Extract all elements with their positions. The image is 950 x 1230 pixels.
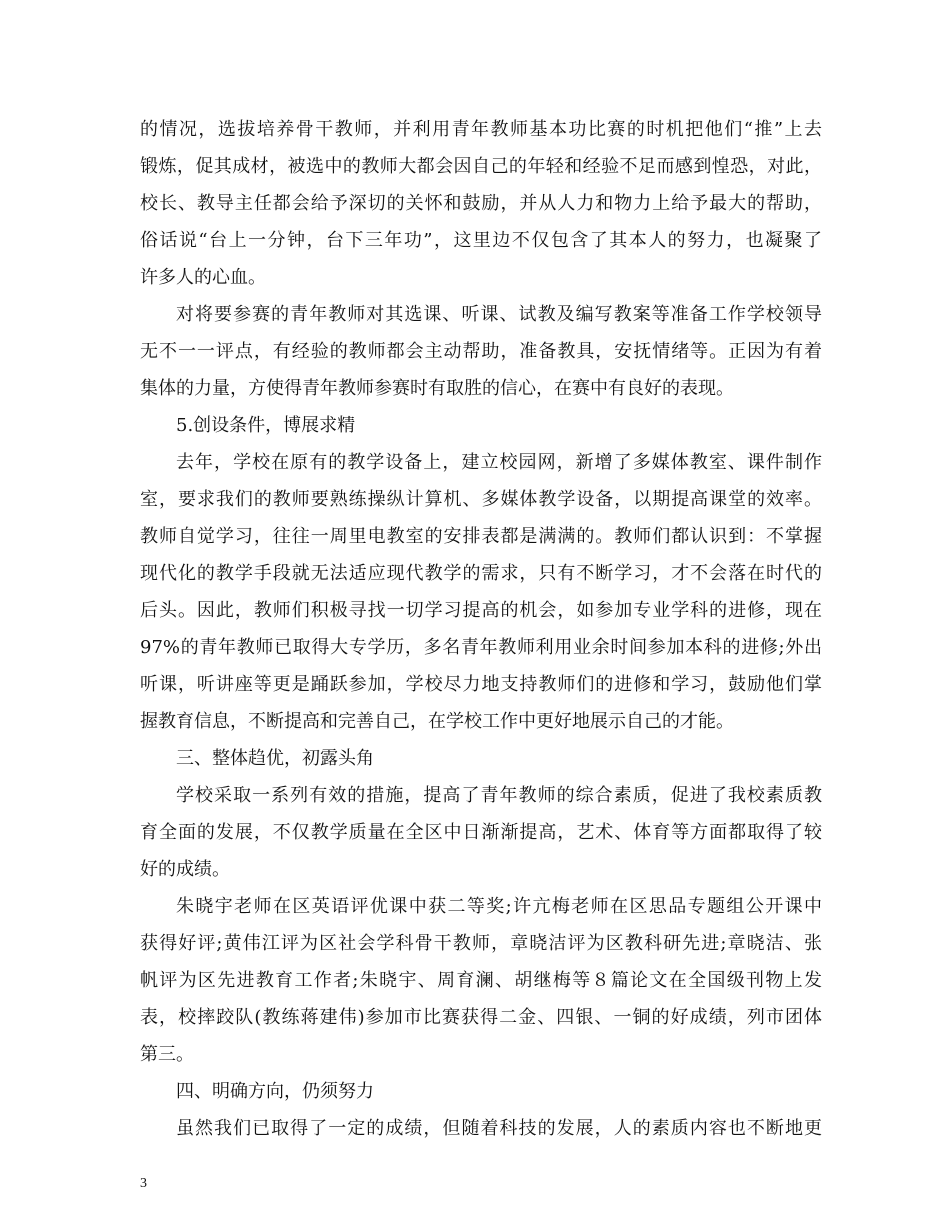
paragraph-first-line: 学校采取一系列有效的措施，提高了青年教师的综合素质，促进了我校素质教 <box>176 785 822 806</box>
text-line: 第三。 <box>140 1044 194 1065</box>
text-line: 好的成绩。 <box>140 859 230 880</box>
text-line: 帆评为区先进教育工作者;朱晓宇、周育澜、胡继梅等８篇论文在全国级刊物上发 <box>140 970 822 991</box>
text-line: 无不一一评点，有经验的教师都会主动帮助，准备教具，安抚情绪等。正因为有着 <box>140 341 822 362</box>
section-heading: 四、明确方向，仍须努力 <box>176 1081 374 1102</box>
text-line: 获得好评;黄伟江评为区社会学科骨干教师，章晓洁评为区教科研先进;章晓洁、张 <box>140 933 822 954</box>
paragraph-first-line: 虽然我们已取得了一定的成绩，但随着科技的发展，人的素质内容也不断地更 <box>176 1118 822 1139</box>
text-line: 室，要求我们的教师要熟练操纵计算机、多媒体教学设备，以期提高课堂的效率。 <box>140 489 822 510</box>
paragraph-first-line: 朱晓宇老师在区英语评优课中获二等奖;许亢梅老师在区思品专题组公开课中 <box>176 896 822 917</box>
text-line: 现代化的教学手段就无法适应现代教学的需求，只有不断学习，才不会落在时代的 <box>140 563 822 584</box>
text-line: 校长、教导主任都会给予深切的关怀和鼓励，并从人力和物力上给予最大的帮助， <box>140 193 822 214</box>
text-line: 听课，听讲座等更是踊跃参加，学校尽力地支持教师们的进修和学习，鼓励他们掌 <box>140 674 822 695</box>
text-line: 集体的力量，方使得青年教师参赛时有取胜的信心，在赛中有良好的表现。 <box>140 378 734 399</box>
section-heading: 5.创设条件，博展求精 <box>176 415 356 436</box>
text-line: 许多人的心血。 <box>140 267 266 288</box>
text-line: 锻炼，促其成材，被选中的教师大都会因自己的年轻和经验不足而感到惶恐，对此， <box>140 156 822 177</box>
paragraph-first-line: 去年，学校在原有的教学设备上，建立校园网，新增了多媒体教室、课件制作 <box>176 452 822 473</box>
page-number: 3 <box>140 1176 147 1191</box>
text-line: 表，校摔跤队(教练蒋建伟)参加市比赛获得二金、四银、一铜的好成绩，列市团体 <box>140 1007 822 1028</box>
text-line: 育全面的发展，不仅教学质量在全区中日渐渐提高，艺术、体育等方面都取得了较 <box>140 822 822 843</box>
text-line: 的情况，选拔培养骨干教师，并利用青年教师基本功比赛的时机把他们“推”上去 <box>140 119 822 140</box>
paragraph-first-line: 对将要参赛的青年教师对其选课、听课、试教及编写教案等准备工作学校领导 <box>176 304 822 325</box>
text-line: 握教育信息，不断提高和完善自己，在学校工作中更好地展示自己的才能。 <box>140 711 734 732</box>
text-line: 97%的青年教师已取得大专学历，多名青年教师利用业余时间参加本科的进修;外出 <box>140 637 822 658</box>
section-heading: 三、整体趋优，初露头角 <box>176 748 374 769</box>
text-line: 教师自觉学习，往往一周里电教室的安排表都是满满的。教师们都认识到：不掌握 <box>140 526 822 547</box>
text-line: 俗话说“台上一分钟，台下三年功”，这里边不仅包含了其本人的努力，也凝聚了 <box>140 230 822 251</box>
text-line: 后头。因此，教师们积极寻找一切学习提高的机会，如参加专业学科的进修，现在 <box>140 600 822 621</box>
